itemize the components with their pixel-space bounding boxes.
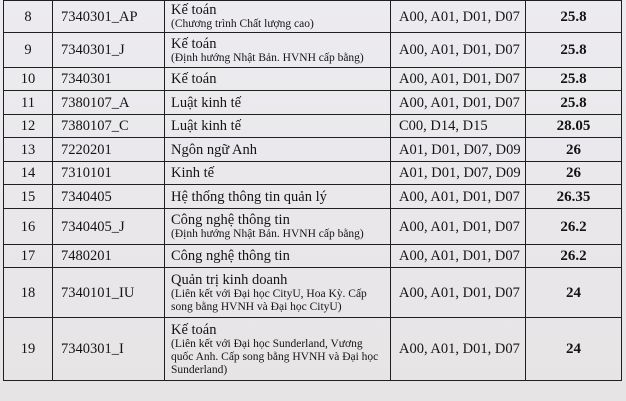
admission-score: 26 (526, 162, 622, 185)
table-row (4, 162, 622, 185)
major-cell (165, 91, 391, 115)
subject-combinations: C00, D14, D15 (391, 115, 526, 138)
major-name: Công nghệ thông tin (171, 212, 290, 228)
major-cell (165, 318, 391, 381)
major-cell (165, 1, 391, 33)
subject-combinations: A01, D01, D07, D09 (391, 138, 526, 162)
major-name: Quản trị kinh doanh (171, 271, 288, 288)
row-number: 8 (4, 1, 53, 33)
major-note: (Định hướng Nhật Bản. HVNH cấp bằng) (171, 51, 364, 64)
major-name: Kế toán (171, 71, 217, 87)
major-code: 7310101 (53, 162, 165, 185)
table-row (4, 209, 622, 245)
major-cell (165, 115, 391, 138)
subject-combinations: A00, A01, D01, D07 (391, 268, 526, 318)
table-row (4, 318, 622, 381)
row-number: 19 (4, 318, 53, 381)
subject-combinations: A01, D01, D07, D09 (391, 162, 526, 185)
major-code: 7340301_J (53, 33, 165, 68)
table-row (4, 115, 622, 138)
admission-score: 26 (526, 138, 622, 162)
row-number: 9 (4, 33, 53, 68)
major-code: 7340405_J (53, 209, 165, 245)
table-row (4, 138, 622, 162)
major-code: 7380107_C (53, 115, 165, 138)
admission-score: 26.35 (526, 185, 622, 209)
major-cell (165, 185, 391, 209)
row-number: 16 (4, 209, 53, 245)
subject-combinations: A00, A01, D01, D07 (391, 209, 526, 245)
subject-combinations: A00, A01, D01, D07 (391, 91, 526, 115)
admission-score-table (3, 0, 622, 381)
admission-score: 25.8 (526, 68, 622, 91)
subject-combinations: A00, A01, D01, D07 (391, 68, 526, 91)
table-row (4, 33, 622, 68)
major-code: 7220201 (53, 138, 165, 162)
major-cell (165, 162, 391, 185)
subject-combinations: A00, A01, D01, D07 (391, 1, 526, 33)
major-note: (Định hướng Nhật Bản. HVNH cấp bằng) (171, 228, 364, 240)
major-cell (165, 209, 391, 245)
major-code: 7380107_A (53, 91, 165, 115)
admission-score: 24 (526, 268, 622, 318)
row-number: 18 (4, 268, 53, 318)
subject-combinations: A00, A01, D01, D07 (391, 185, 526, 209)
row-number: 13 (4, 138, 53, 162)
major-code: 7340101_IU (53, 268, 165, 318)
table-row (4, 1, 622, 33)
major-code: 7480201 (53, 245, 165, 268)
major-code: 7340301_I (53, 318, 165, 381)
row-number: 17 (4, 245, 53, 268)
admission-score: 26.2 (526, 209, 622, 245)
table-row (4, 68, 622, 91)
major-code: 7340405 (53, 185, 165, 209)
major-note: (Liên kết với Đại học Sunderland, Vương quốc Anh. Cấp song bằng HVNH và Đại học Sunderland) (171, 337, 379, 376)
table-row (4, 245, 622, 268)
major-name: Hệ thống thông tin quản lý (171, 188, 327, 205)
table-row (4, 268, 622, 318)
admission-score: 25.8 (526, 91, 622, 115)
major-cell (165, 268, 391, 318)
major-name: Kế toán (171, 2, 217, 18)
major-name: Công nghệ thông tin (171, 248, 290, 264)
major-code: 7340301_AP (53, 1, 165, 33)
major-name: Luật kinh tế (171, 94, 242, 111)
major-name: Kinh tế (171, 165, 215, 181)
major-name: Kế toán (171, 321, 217, 338)
table-row (4, 91, 622, 115)
row-number: 14 (4, 162, 53, 185)
row-number: 12 (4, 115, 53, 138)
admission-score: 25.8 (526, 33, 622, 68)
subject-combinations: A00, A01, D01, D07 (391, 318, 526, 381)
major-name: Kế toán (171, 35, 217, 52)
row-number: 11 (4, 91, 53, 115)
row-number: 15 (4, 185, 53, 209)
admission-score: 25.8 (526, 1, 622, 33)
row-number: 10 (4, 68, 53, 91)
major-note: (Liên kết với Đại học CityU, Hoa Kỳ. Cấp song bằng HVNH và Đại học CityU) (171, 287, 367, 313)
major-note: (Chương trình Chất lượng cao) (171, 18, 314, 30)
subject-combinations: A00, A01, D01, D07 (391, 245, 526, 268)
major-cell (165, 245, 391, 268)
major-cell (165, 68, 391, 91)
admission-score: 28.05 (526, 115, 622, 138)
major-cell (165, 138, 391, 162)
major-name: Luật kinh tế (171, 118, 242, 134)
admission-score: 24 (526, 318, 622, 381)
major-name: Ngôn ngữ Anh (171, 141, 258, 158)
table-row (4, 185, 622, 209)
major-cell (165, 33, 391, 68)
subject-combinations: A00, A01, D01, D07 (391, 33, 526, 68)
admission-score: 26.2 (526, 245, 622, 268)
major-code: 7340301 (53, 68, 165, 91)
